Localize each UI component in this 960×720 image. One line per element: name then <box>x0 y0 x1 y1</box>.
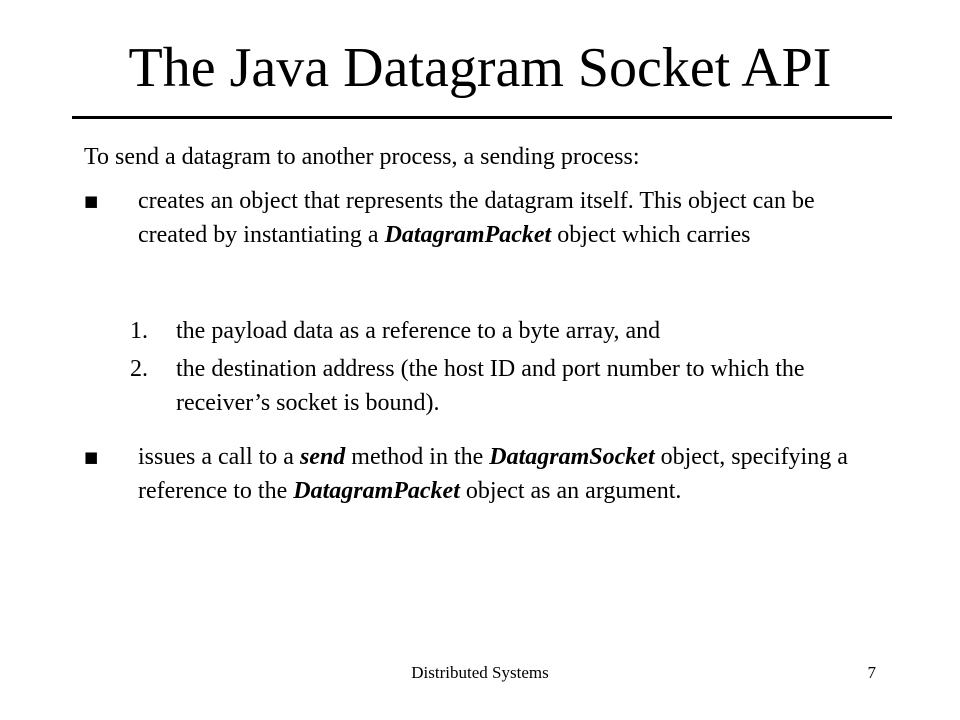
text-run: method in the <box>345 444 490 470</box>
item-number: 1. <box>130 318 148 344</box>
method-name-send: send <box>299 444 346 470</box>
class-name-datagramsocket: DatagramSocket <box>489 444 655 470</box>
item-text: the destination address (the host ID and port number to which the receiver’s socket is bound). <box>176 356 805 416</box>
title-divider <box>72 116 892 119</box>
class-name-datagrampacket: DatagramPacket <box>293 478 460 504</box>
bullet-text <box>138 440 886 508</box>
text-run: issues a call to a <box>138 444 300 470</box>
text-run: object which carries <box>551 222 751 248</box>
slide-title: The Java Datagram Socket API <box>128 37 832 99</box>
item-number: 2. <box>130 356 148 382</box>
text-run: creates an object that represents the datagram itself. This object can be created by instantiating a <box>138 188 815 248</box>
text-run: object, specifying a reference to the <box>138 444 848 504</box>
text-run: object as an argument. <box>459 478 682 504</box>
page-number: 7 <box>867 663 876 682</box>
class-name-datagrampacket: DatagramPacket <box>384 222 552 248</box>
bullet-text <box>138 184 886 252</box>
square-bullet-icon: ■ <box>84 192 99 210</box>
square-bullet-icon: ■ <box>84 448 99 466</box>
footer-course-name: Distributed Systems <box>411 663 549 682</box>
item-text: the payload data as a reference to a byte array, and <box>176 318 661 344</box>
intro-text: To send a datagram to another process, a sending process: <box>84 144 640 170</box>
